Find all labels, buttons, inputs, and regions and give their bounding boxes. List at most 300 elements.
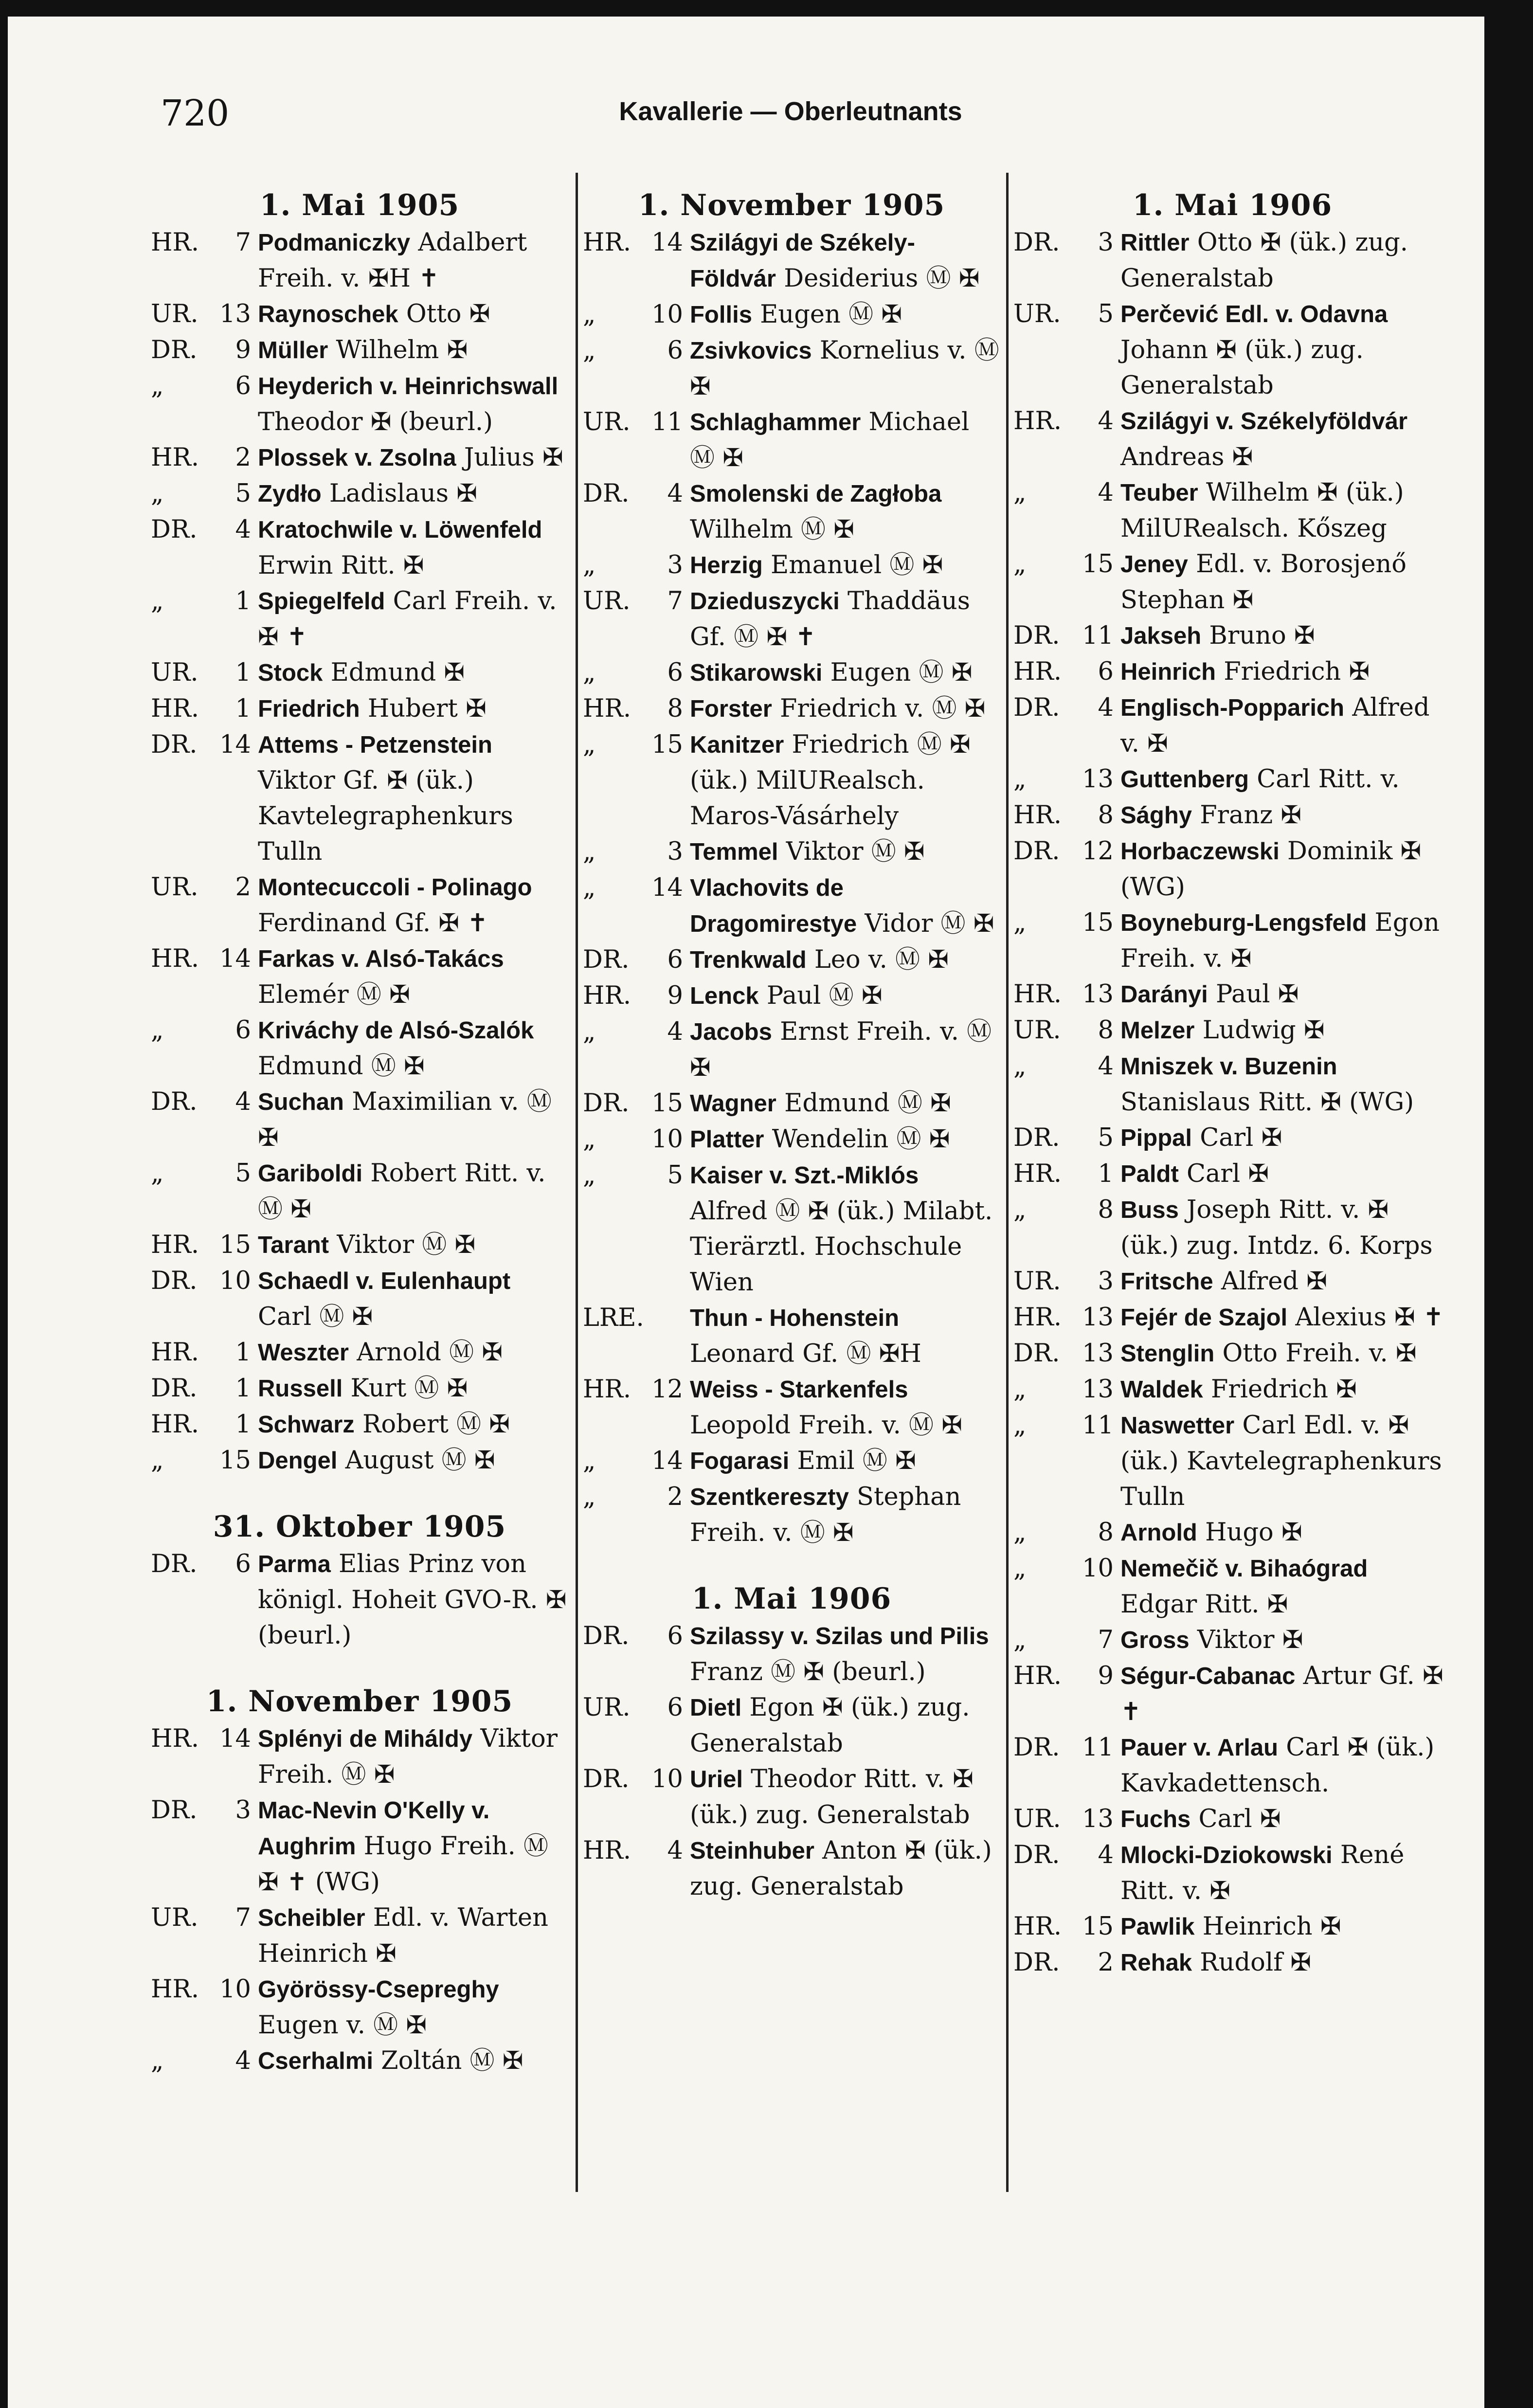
regiment-type: HR. bbox=[583, 694, 631, 723]
officer-entry bbox=[583, 691, 1000, 727]
officer-entry bbox=[583, 1086, 1000, 1122]
regiment-type: UR. bbox=[583, 408, 631, 436]
officer-text bbox=[1120, 1801, 1451, 1837]
regiment-type: „ bbox=[1013, 1052, 1027, 1081]
regiment-type: HR. bbox=[583, 981, 631, 1010]
regiment-number: 5 bbox=[1098, 300, 1114, 328]
officer-entry bbox=[583, 1122, 1000, 1158]
regiment-number: 6 bbox=[667, 1693, 683, 1722]
regiment-number: 9 bbox=[1098, 1662, 1114, 1690]
regiment-number: 2 bbox=[235, 873, 251, 902]
officer-details: Egon Freih. v. ✠ bbox=[1120, 908, 1440, 973]
officer-details: Edmund Ⓜ ✠ bbox=[258, 1052, 425, 1081]
officer-text bbox=[1120, 977, 1451, 1013]
regiment-number: 10 bbox=[219, 1267, 251, 1295]
officer-details: Eugen v. Ⓜ ✠ bbox=[258, 2011, 427, 2040]
officer-entry bbox=[151, 869, 568, 941]
officer-entry bbox=[583, 834, 1000, 870]
regiment-type: „ bbox=[583, 336, 596, 365]
officer-entry bbox=[151, 655, 568, 691]
regiment-type: DR. bbox=[1013, 1948, 1060, 1977]
regiment-number: 1 bbox=[235, 1338, 251, 1367]
officer-surname: Dietl bbox=[690, 1695, 742, 1721]
regiment-type: LRE. bbox=[583, 1304, 644, 1332]
regiment-type: UR. bbox=[151, 873, 198, 902]
officer-text bbox=[1120, 1156, 1451, 1192]
regiment-number: 4 bbox=[1098, 478, 1114, 507]
officer-surname: Herzig bbox=[690, 552, 763, 579]
regiment-type: „ bbox=[583, 730, 596, 759]
officer-entry bbox=[583, 727, 1000, 834]
regiment-number: 4 bbox=[667, 1836, 683, 1865]
officer-surname: Tarant bbox=[258, 1232, 329, 1258]
regiment-type: „ bbox=[151, 479, 164, 508]
officer-details: Stanislaus Ritt. ✠ (WG) bbox=[1120, 1088, 1414, 1117]
officer-entry bbox=[1013, 797, 1451, 833]
officer-surname: Szilágyi de Székely-Földvár bbox=[690, 230, 915, 292]
regiment-number: 13 bbox=[1082, 1375, 1114, 1404]
officer-details: August Ⓜ ✠ bbox=[337, 1446, 495, 1475]
regiment-type: UR. bbox=[1013, 300, 1061, 328]
officer-details: Carl ✠ bbox=[1190, 1805, 1281, 1833]
officer-text bbox=[690, 333, 1000, 404]
officer-text bbox=[258, 1721, 568, 1792]
regiment-number: 11 bbox=[651, 408, 683, 436]
officer-surname: Schaedl v. Eulenhaupt bbox=[258, 1268, 511, 1294]
officer-details: Alfred ✠ bbox=[1213, 1267, 1328, 1296]
regiment-number: 3 bbox=[667, 837, 683, 866]
regiment-number: 11 bbox=[1082, 621, 1114, 650]
regiment-type: DR. bbox=[1013, 1841, 1060, 1869]
regiment-number: 7 bbox=[1098, 1626, 1114, 1654]
officer-surname: Jacobs bbox=[690, 1019, 772, 1045]
regiment-type: UR. bbox=[583, 587, 631, 616]
regiment-number: 8 bbox=[1098, 1016, 1114, 1045]
regiment-type: DR. bbox=[1013, 1339, 1060, 1368]
officer-text bbox=[258, 1335, 568, 1371]
promotion-date-heading: 1. November 1905 bbox=[206, 1684, 513, 1719]
officer-entry bbox=[583, 978, 1000, 1014]
officer-entry bbox=[151, 1972, 568, 2043]
officer-text bbox=[258, 1792, 568, 1900]
regiment-type: „ bbox=[1013, 765, 1027, 794]
officer-surname: Temmel bbox=[690, 839, 778, 865]
officer-details: Robert Ritt. v. Ⓜ ✠ bbox=[258, 1159, 546, 1224]
officer-details: Kornelius v. Ⓜ ✠ bbox=[690, 336, 999, 401]
officer-details: Johann ✠ (ük.) zug. Generalstab bbox=[1120, 336, 1364, 400]
promotion-date-heading: 1. Mai 1906 bbox=[1132, 188, 1333, 222]
regiment-type: „ bbox=[583, 658, 596, 687]
regiment-type: „ bbox=[583, 1161, 596, 1190]
regiment-type: DR. bbox=[1013, 1733, 1060, 1762]
officer-details: Eugen Ⓜ ✠ bbox=[822, 658, 973, 687]
officer-entry bbox=[1013, 546, 1451, 618]
regiment-type: „ bbox=[151, 2046, 164, 2075]
regiment-number: 4 bbox=[1098, 693, 1114, 722]
officer-entry bbox=[1013, 1192, 1451, 1264]
regiment-type: „ bbox=[1013, 478, 1027, 507]
regiment-number: 14 bbox=[651, 228, 683, 257]
regiment-number: 6 bbox=[667, 1622, 683, 1650]
officer-surname: Trenkwald bbox=[690, 947, 807, 973]
regiment-number: 4 bbox=[1098, 407, 1114, 435]
officer-text bbox=[258, 1156, 568, 1227]
officer-surname: Teuber bbox=[1120, 480, 1198, 506]
officer-details: Carl Ⓜ ✠ bbox=[258, 1303, 373, 1331]
regiment-type: „ bbox=[583, 1483, 596, 1511]
regiment-type: HR. bbox=[151, 228, 199, 257]
regiment-type: DR. bbox=[1013, 693, 1060, 722]
regiment-number: 6 bbox=[235, 372, 251, 400]
officer-entry bbox=[583, 1443, 1000, 1479]
regiment-number: 15 bbox=[1082, 908, 1114, 937]
regiment-type: „ bbox=[1013, 908, 1027, 937]
officer-details: Anton ✠ (ük.) zug. Generalstab bbox=[690, 1836, 992, 1901]
regiment-number: 13 bbox=[1082, 1805, 1114, 1833]
officer-entry bbox=[151, 583, 568, 655]
regiment-type: „ bbox=[151, 372, 164, 400]
officer-surname: Waldek bbox=[1120, 1376, 1203, 1403]
officer-details: Hugo Freih. Ⓜ ✠ ✝ (WG) bbox=[258, 1832, 549, 1897]
regiment-number: 3 bbox=[667, 551, 683, 579]
regiment-number: 1 bbox=[1098, 1159, 1114, 1188]
officer-text bbox=[258, 476, 568, 512]
regiment-type: HR. bbox=[1013, 980, 1062, 1009]
regiment-type: „ bbox=[151, 1446, 164, 1475]
officer-text bbox=[258, 1084, 568, 1156]
regiment-number: 1 bbox=[235, 658, 251, 687]
officer-details: Carl Ritt. v. bbox=[1249, 765, 1400, 794]
officer-surname: Fejér de Szajol bbox=[1120, 1304, 1288, 1331]
officer-details: Viktor ✠ bbox=[1189, 1626, 1303, 1654]
officer-text bbox=[690, 1014, 1000, 1086]
officer-entry bbox=[1013, 1013, 1451, 1049]
officer-entry bbox=[151, 332, 568, 368]
officer-text bbox=[1120, 1945, 1451, 1981]
officer-text bbox=[1120, 654, 1451, 690]
officer-text bbox=[1120, 1049, 1451, 1120]
officer-text bbox=[258, 655, 568, 691]
officer-surname: Plossek v. Zsolna bbox=[258, 445, 456, 471]
officer-surname: Russell bbox=[258, 1376, 343, 1402]
regiment-number: 11 bbox=[1082, 1733, 1114, 1762]
officer-entry bbox=[583, 225, 1000, 297]
regiment-type: UR. bbox=[151, 300, 198, 328]
regiment-type: „ bbox=[151, 1016, 164, 1045]
officer-details: Carl Freih. v. ✠ ✝ bbox=[258, 587, 557, 652]
officer-details: Friedrich Ⓜ ✠ (ük.) MilURealsch. Maros-Vásárhely bbox=[690, 730, 971, 831]
officer-text bbox=[1120, 1837, 1451, 1909]
officer-entry bbox=[151, 1156, 568, 1227]
officer-details: René Ritt. v. ✠ bbox=[1120, 1841, 1405, 1905]
officer-text bbox=[258, 1546, 568, 1653]
officer-entry bbox=[583, 333, 1000, 404]
regiment-type: UR. bbox=[1013, 1805, 1061, 1833]
officer-surname: Paldt bbox=[1120, 1161, 1179, 1187]
officer-details: Elemér Ⓜ ✠ bbox=[258, 980, 410, 1009]
regiment-number: 15 bbox=[1082, 550, 1114, 579]
officer-details: Leopold Freih. v. Ⓜ ✠ bbox=[690, 1411, 962, 1440]
officer-surname: Platter bbox=[690, 1126, 764, 1153]
regiment-type: HR. bbox=[1013, 801, 1062, 830]
officer-entry bbox=[583, 1158, 1000, 1300]
regiment-type: DR. bbox=[583, 1089, 630, 1118]
officer-details: Alfred Ⓜ ✠ (ük.) Milabt. Tierärztl. Hochschule Wien bbox=[690, 1197, 993, 1297]
regiment-number: 13 bbox=[1082, 765, 1114, 794]
officer-surname: Vlachovits de Dragomirestye bbox=[690, 875, 857, 937]
regiment-type: „ bbox=[583, 1017, 596, 1046]
officer-text bbox=[258, 1407, 568, 1443]
officer-surname: Dzieduszycki bbox=[690, 588, 840, 615]
regiment-number: 6 bbox=[667, 336, 683, 365]
officer-text bbox=[1120, 1515, 1451, 1551]
officer-entry bbox=[151, 476, 568, 512]
officer-text bbox=[690, 583, 1000, 655]
officer-surname: Darányi bbox=[1120, 981, 1208, 1008]
regiment-type: DR. bbox=[583, 1622, 630, 1650]
officer-entry bbox=[151, 1900, 568, 1972]
officer-details: Theodor Ritt. v. ✠ (ük.) zug. Generalstab bbox=[690, 1765, 974, 1829]
officer-text bbox=[1120, 1300, 1451, 1336]
regiment-type: HR. bbox=[583, 228, 631, 257]
regiment-number bbox=[640, 1300, 690, 1372]
regiment-type: UR. bbox=[151, 658, 198, 687]
officer-text bbox=[258, 1972, 568, 2043]
regiment-type: DR. bbox=[151, 1087, 198, 1116]
officer-entry bbox=[1013, 1909, 1451, 1945]
officer-text bbox=[1120, 761, 1451, 797]
officer-surname: Jakseh bbox=[1120, 623, 1202, 649]
regiment-number: 4 bbox=[235, 2046, 251, 2075]
officer-surname: Uriel bbox=[690, 1766, 743, 1792]
officer-details: Wilhelm Ⓜ ✠ bbox=[690, 515, 854, 544]
officer-entry bbox=[1013, 225, 1451, 296]
regiment-type: HR. bbox=[151, 443, 199, 472]
regiment-number: 10 bbox=[651, 1765, 683, 1793]
regiment-type: UR. bbox=[1013, 1267, 1061, 1296]
officer-details: Otto ✠ (ük.) zug. Generalstab bbox=[1120, 228, 1408, 293]
officer-text bbox=[258, 332, 568, 368]
running-head: Kavallerie — Oberleutnants bbox=[619, 97, 962, 126]
regiment-type: DR. bbox=[1013, 228, 1060, 257]
officer-surname: Englisch-Popparich bbox=[1120, 695, 1345, 721]
regiment-number: 1 bbox=[235, 694, 251, 723]
officer-surname: Zsivkovics bbox=[690, 338, 812, 364]
officer-entry bbox=[151, 1335, 568, 1371]
officer-surname: Horbaczewski bbox=[1120, 838, 1280, 865]
officer-text bbox=[690, 1479, 1000, 1551]
officer-surname: Guttenberg bbox=[1120, 766, 1249, 793]
officer-details: Edgar Ritt. ✠ bbox=[1120, 1590, 1288, 1619]
officer-surname: Spiegelfeld bbox=[258, 588, 385, 615]
regiment-type: DR. bbox=[151, 730, 198, 759]
promotion-date-heading: 1. Mai 1905 bbox=[259, 188, 460, 222]
regiment-type: „ bbox=[151, 587, 164, 616]
regiment-type: DR. bbox=[151, 1796, 198, 1825]
officer-entry bbox=[1013, 1156, 1451, 1192]
regiment-type: HR. bbox=[583, 1836, 631, 1865]
regiment-number: 7 bbox=[235, 1903, 251, 1932]
officer-surname: Kanitzer bbox=[690, 732, 784, 758]
regiment-number: 15 bbox=[1082, 1912, 1114, 1941]
regiment-type: „ bbox=[1013, 1411, 1027, 1440]
officer-entry bbox=[1013, 1730, 1451, 1801]
regiment-number: 4 bbox=[1098, 1841, 1114, 1869]
officer-details: Julius ✠ bbox=[456, 443, 563, 472]
officer-entry bbox=[151, 941, 568, 1013]
officer-details: Edl. v. Warten Heinrich ✠ bbox=[258, 1903, 548, 1968]
regiment-type: „ bbox=[1013, 1375, 1027, 1404]
officer-details: Friedrich v. Ⓜ ✠ bbox=[772, 694, 986, 723]
officer-surname: Dengel bbox=[258, 1448, 338, 1474]
officer-details: Rudolf ✠ bbox=[1192, 1948, 1312, 1977]
regiment-number: 14 bbox=[219, 944, 251, 973]
officer-entry bbox=[1013, 690, 1451, 761]
officer-details: Carl ✠ bbox=[1192, 1123, 1282, 1152]
officer-text bbox=[690, 225, 1000, 297]
officer-details: Carl ✠ bbox=[1178, 1159, 1269, 1188]
officer-details: Leonard Gf. Ⓜ ✠H bbox=[690, 1340, 921, 1368]
officer-entry bbox=[1013, 1336, 1451, 1372]
regiment-number: 4 bbox=[235, 1087, 251, 1116]
regiment-number: 13 bbox=[1082, 1339, 1114, 1368]
officer-surname: Steinhuber bbox=[690, 1838, 814, 1864]
officer-surname: Boyneburg-Lengsfeld bbox=[1120, 910, 1367, 936]
officer-text bbox=[690, 834, 1000, 870]
officer-details: Robert Ⓜ ✠ bbox=[354, 1410, 510, 1439]
officer-surname: Parma bbox=[258, 1551, 331, 1577]
officer-surname: Montecuccoli - Polinago bbox=[258, 874, 532, 901]
officer-entry bbox=[151, 1546, 568, 1653]
officer-text bbox=[1120, 905, 1451, 977]
officer-details: Desiderius Ⓜ ✠ bbox=[776, 264, 980, 293]
regiment-type: DR. bbox=[151, 515, 198, 544]
column-3 bbox=[1013, 187, 1451, 1981]
officer-entry bbox=[1013, 1658, 1451, 1730]
officer-text bbox=[1120, 1658, 1451, 1730]
regiment-type: „ bbox=[583, 873, 596, 902]
officer-details: Egon ✠ (ük.) zug. Generalstab bbox=[690, 1693, 970, 1758]
officer-entry bbox=[1013, 1551, 1451, 1622]
officer-details: Viktor Ⓜ ✠ bbox=[778, 837, 925, 866]
officer-entry bbox=[151, 1721, 568, 1792]
scan-border-right bbox=[1484, 0, 1533, 2408]
officer-surname: Stenglin bbox=[1120, 1340, 1215, 1367]
regiment-type: „ bbox=[1013, 1195, 1027, 1224]
officer-text bbox=[690, 1086, 1000, 1122]
regiment-type: „ bbox=[1013, 1518, 1027, 1547]
regiment-type: „ bbox=[583, 300, 596, 329]
officer-text bbox=[690, 978, 1000, 1014]
scan-border-left bbox=[0, 0, 8, 2408]
officer-surname: Splényi de Miháldy bbox=[258, 1726, 473, 1752]
column-2 bbox=[583, 187, 1000, 1904]
regiment-number: 11 bbox=[1082, 1411, 1114, 1440]
officer-surname: Kriváchy de Alsó-Szalók bbox=[258, 1017, 534, 1044]
regiment-type: HR. bbox=[151, 1410, 199, 1439]
officer-surname: Weszter bbox=[258, 1340, 349, 1366]
officer-surname: Fogarasi bbox=[690, 1448, 790, 1474]
column-1 bbox=[151, 187, 568, 2079]
regiment-number: 6 bbox=[667, 945, 683, 974]
officer-surname: Heyderich v. Heinrichswall bbox=[258, 373, 559, 399]
officer-surname: Perčević Edl. v. Odavna bbox=[1120, 301, 1388, 327]
officer-entry bbox=[151, 727, 568, 869]
officer-text bbox=[690, 727, 1000, 834]
regiment-number: 15 bbox=[219, 1446, 251, 1475]
officer-details: Hugo ✠ bbox=[1197, 1518, 1302, 1547]
regiment-type: HR. bbox=[151, 694, 199, 723]
regiment-type: HR. bbox=[151, 944, 199, 973]
officer-text bbox=[1120, 296, 1451, 403]
regiment-number: 10 bbox=[219, 1975, 251, 2004]
officer-surname: Follis bbox=[690, 302, 752, 328]
officer-entry bbox=[583, 655, 1000, 691]
officer-surname: Pippal bbox=[1120, 1125, 1192, 1151]
regiment-number: 4 bbox=[1098, 1052, 1114, 1081]
officer-details: Michael Ⓜ ✠ bbox=[690, 408, 970, 472]
regiment-number: 15 bbox=[219, 1231, 251, 1259]
regiment-number: 14 bbox=[219, 1724, 251, 1753]
officer-text bbox=[690, 1443, 1000, 1479]
officer-text bbox=[1120, 1120, 1451, 1156]
officer-text bbox=[258, 727, 568, 869]
page-number: 720 bbox=[161, 92, 230, 134]
officer-details: Ferdinand Gf. ✠ ✝ bbox=[258, 909, 488, 938]
officer-text bbox=[1120, 1192, 1451, 1264]
officer-entry bbox=[151, 512, 568, 583]
regiment-number: 13 bbox=[1082, 980, 1114, 1009]
officer-details: Eugen Ⓜ ✠ bbox=[752, 300, 902, 329]
officer-surname: Arnold bbox=[1120, 1520, 1197, 1546]
regiment-number: 10 bbox=[651, 1125, 683, 1154]
regiment-type: HR. bbox=[151, 1338, 199, 1367]
officer-details: Paul ✠ bbox=[1208, 980, 1299, 1009]
officer-details: Carl Edl. v. ✠ (ük.) Kavtelegraphenkurs Tulln bbox=[1120, 1411, 1442, 1511]
regiment-type: UR. bbox=[583, 1693, 631, 1722]
officer-entry bbox=[583, 583, 1000, 655]
officer-surname: Györössy-Csepreghy bbox=[258, 1976, 499, 2003]
regiment-number: 14 bbox=[219, 730, 251, 759]
column-rule-left bbox=[576, 173, 578, 2192]
officer-surname: Lenck bbox=[690, 983, 759, 1009]
officer-surname: Naswetter bbox=[1120, 1412, 1235, 1439]
officer-details: Joseph Ritt. v. ✠ (ük.) zug. Intdz. 6. Korps bbox=[1120, 1195, 1433, 1260]
regiment-number: 4 bbox=[667, 479, 683, 508]
officer-entry bbox=[1013, 1120, 1451, 1156]
officer-entry bbox=[583, 297, 1000, 333]
officer-text bbox=[258, 1227, 568, 1263]
regiment-type: HR. bbox=[1013, 1303, 1062, 1332]
officer-text bbox=[1120, 1408, 1451, 1515]
officer-details: Franz ✠ bbox=[1192, 801, 1302, 830]
officer-text bbox=[690, 942, 1000, 978]
officer-details: Maximilian v. Ⓜ ✠ bbox=[258, 1087, 552, 1152]
officer-entry bbox=[151, 1263, 568, 1335]
regiment-type: HR. bbox=[1013, 1912, 1062, 1941]
regiment-number: 8 bbox=[667, 694, 683, 723]
officer-surname: Friedrich bbox=[258, 696, 360, 722]
officer-surname: Ségur-Cabanac bbox=[1120, 1663, 1296, 1689]
regiment-number: 14 bbox=[651, 1447, 683, 1475]
regiment-number: 12 bbox=[1082, 837, 1114, 866]
officer-details: Heinrich ✠ bbox=[1194, 1912, 1341, 1941]
officer-text bbox=[690, 1372, 1000, 1443]
regiment-type: HR. bbox=[151, 1975, 199, 2004]
officer-surname: Heinrich bbox=[1120, 659, 1216, 685]
officer-details: Alfred v. ✠ bbox=[1120, 693, 1430, 758]
column-rule-right bbox=[1006, 173, 1009, 2192]
